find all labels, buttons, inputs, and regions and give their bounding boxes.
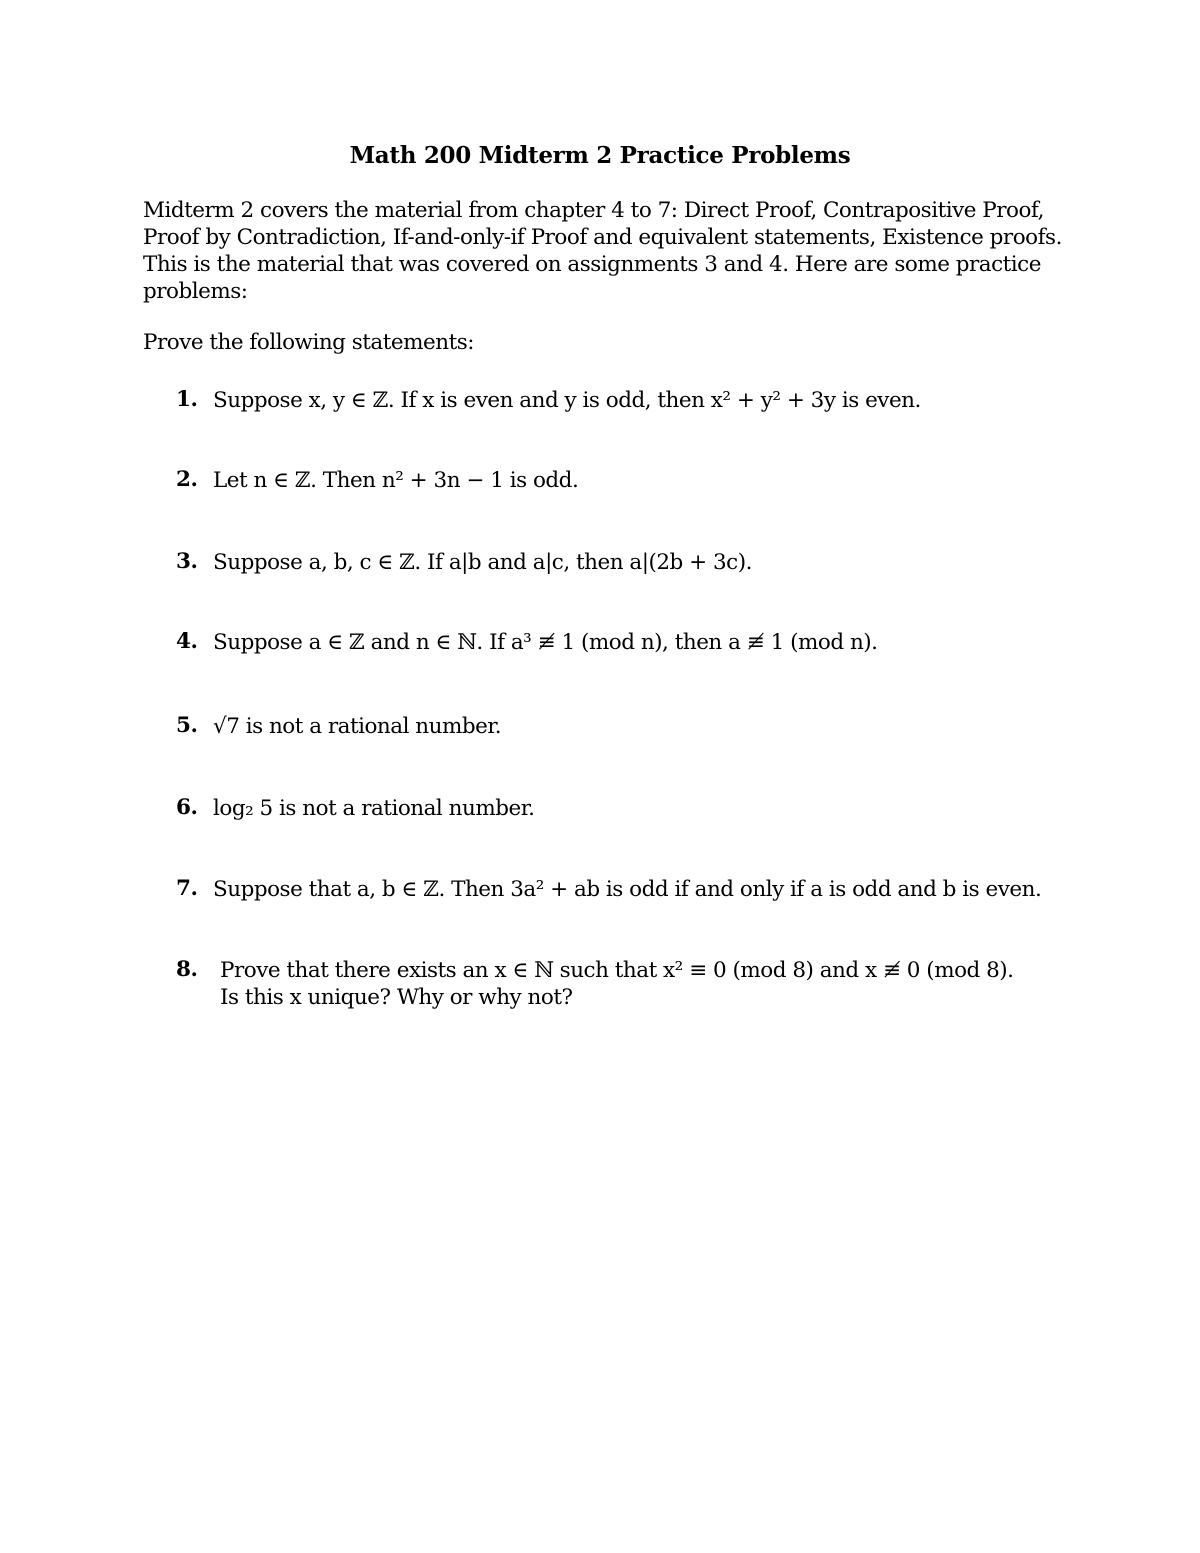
problem-item: [176, 549, 752, 576]
problem-number: 5.: [176, 713, 198, 738]
problem-line: Prove that there exists an x ∈ ℕ such that x² ≡ 0 (mod 8) and x ≢ 0 (mod 8).: [220, 958, 1014, 983]
problem-statement: log₂ 5 is not a rational number.: [213, 796, 535, 821]
problem-item: [176, 957, 1014, 1011]
problem-item: [176, 629, 878, 656]
problem-statement: Suppose that a, b ∈ ℤ. Then 3a² + ab is odd if and only if a is odd and b is even.: [213, 877, 1042, 902]
problem-number: 6.: [176, 795, 198, 820]
problem-number: 4.: [176, 629, 198, 654]
problem-statement: Suppose x, y ∈ ℤ. If x is even and y is odd, then x² + y² + 3y is even.: [213, 388, 921, 413]
problem-item: [176, 467, 578, 494]
intro-paragraph: Midterm 2 covers the material from chapter 4 to 7: Direct Proof, Contrapositive Proof, Proof by Contradiction, If-and-only-if Proof and equivalent statements, Existence proofs. This is the material that was covered on assignments 3 and 4. Here are some practice problems:: [143, 198, 1062, 304]
problem-number: 8.: [176, 957, 198, 982]
problem-statement: Suppose a, b, c ∈ ℤ. If a|b and a|c, then a|(2b + 3c).: [213, 550, 752, 575]
problem-item: [176, 713, 501, 740]
problem-statement: [220, 957, 1014, 1011]
problem-item: [176, 387, 921, 414]
problem-statement: Suppose a ∈ ℤ and n ∈ ℕ. If a³ ≢ 1 (mod n), then a ≢ 1 (mod n).: [213, 630, 878, 655]
document-title: Math 200 Midterm 2 Practice Problems: [349, 142, 851, 169]
problem-number: 2.: [176, 467, 198, 492]
problem-line: Is this x unique? Why or why not?: [220, 985, 573, 1010]
problem-statement: Let n ∈ ℤ. Then n² + 3n − 1 is odd.: [213, 468, 579, 493]
problem-number: 7.: [176, 876, 198, 901]
problem-item: [176, 876, 1041, 903]
problem-number: 1.: [176, 387, 198, 412]
problem-item: [176, 795, 534, 822]
problem-statement: √7 is not a rational number.: [213, 714, 502, 739]
instructions: Prove the following statements:: [143, 330, 474, 355]
problem-number: 3.: [176, 549, 198, 574]
